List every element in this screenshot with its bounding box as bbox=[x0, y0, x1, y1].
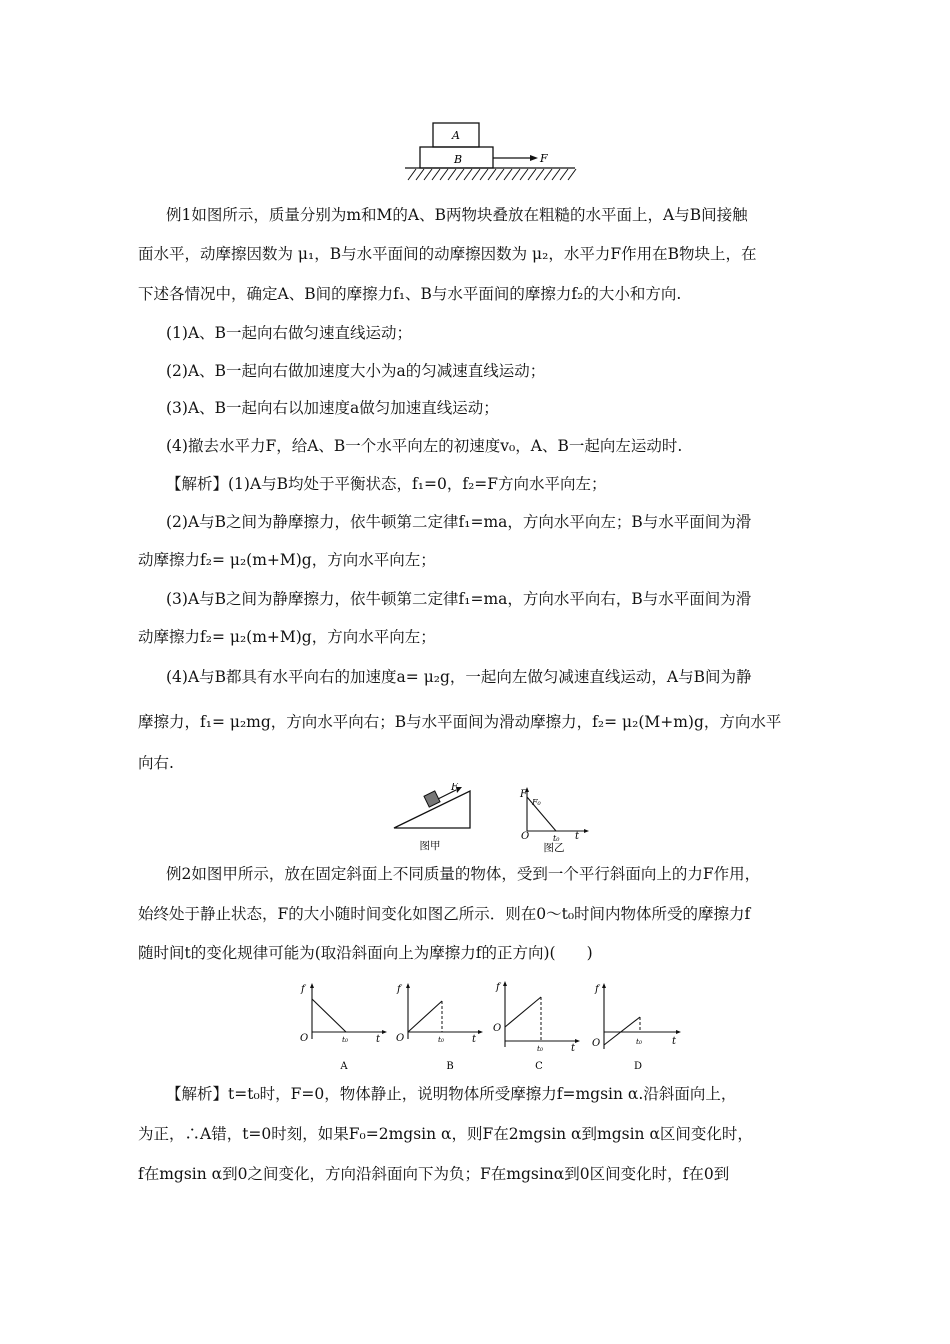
svg-text:t: t bbox=[376, 1034, 381, 1045]
ex1-sol2b: 动摩擦力f₂= μ₂(m+M)g，方向水平向左； bbox=[138, 551, 436, 569]
option-d-graph bbox=[590, 977, 684, 1073]
block-on-incline bbox=[424, 791, 440, 807]
svg-text:t₀: t₀ bbox=[537, 1044, 544, 1053]
ground-hatch bbox=[408, 169, 576, 180]
fig-yi-caption: 图乙 bbox=[543, 842, 565, 854]
svg-text:t₀: t₀ bbox=[636, 1037, 643, 1046]
ex1-q1: (1)A、B一起向右做匀速直线运动； bbox=[166, 324, 413, 342]
ex1-sol3b: 动摩擦力f₂= μ₂(m+M)g，方向水平向左； bbox=[138, 628, 436, 646]
ex1-sol4c: 向右. bbox=[138, 754, 174, 772]
svg-text:O: O bbox=[493, 1023, 502, 1034]
ex1-sol1: 【解析】(1)A与B均处于平衡状态，f₁=0，f₂=F方向水平向左； bbox=[166, 475, 607, 493]
svg-text:t: t bbox=[672, 1036, 677, 1047]
option-c-line bbox=[505, 997, 541, 1027]
ex1-line1: 例1如图所示，质量分别为m和M的A、B两物块叠放在粗糙的水平面上，A与B间接触 bbox=[166, 206, 748, 224]
label-b: B bbox=[453, 153, 463, 166]
svg-text:O: O bbox=[300, 1033, 309, 1044]
option-a-line bbox=[312, 999, 346, 1032]
option-c-label: C bbox=[535, 1061, 543, 1072]
ex2-line3: 随时间t的变化规律可能为(取沿斜面向上为摩擦力f的正方向)( ) bbox=[138, 944, 593, 962]
svg-text:t: t bbox=[472, 1034, 477, 1045]
ex1-sol3a: (3)A与B之间为静摩擦力，依牛顿第二定律f₁=ma，方向水平向右，B与水平面间为滑 bbox=[166, 590, 752, 608]
svg-text:t₀: t₀ bbox=[438, 1035, 445, 1044]
label-a: A bbox=[452, 129, 460, 142]
ex1-q3: (3)A、B一起向右以加速度a做匀加速直线运动； bbox=[166, 399, 499, 417]
ex2-line2: 始终处于静止状态，F的大小随时间变化如图乙所示．则在0～t₀时间内物体所受的摩擦力f bbox=[138, 905, 751, 923]
svg-text:f: f bbox=[595, 984, 599, 995]
option-b-label: B bbox=[446, 1061, 454, 1072]
option-b-graph bbox=[392, 977, 486, 1073]
svg-text:f: f bbox=[397, 984, 401, 995]
graph-t0: t₀ bbox=[553, 834, 560, 843]
svg-text:f: f bbox=[496, 982, 500, 993]
option-a-graph bbox=[296, 977, 390, 1073]
blocks-figure bbox=[400, 120, 580, 182]
graph-f0: F₀ bbox=[532, 798, 541, 807]
ex1-q2: (2)A、B一起向右做加速度大小为a的匀减速直线运动； bbox=[166, 362, 546, 380]
sol2-line1: 【解析】t=t₀时，F=0，物体静止，说明物体所受摩擦力f=mgsin α.沿斜面向上， bbox=[166, 1085, 737, 1103]
sol2-line2: 为正，∴A错，t=0时刻，如果F₀=2mgsin α，则F在2mgsin α到mgsin α区间变化时， bbox=[138, 1125, 753, 1143]
graph-t-axis: t bbox=[575, 831, 580, 842]
option-a-label: A bbox=[340, 1061, 348, 1072]
incline-figure bbox=[390, 783, 500, 855]
svg-text:O: O bbox=[592, 1038, 601, 1049]
ex1-sol4a: (4)A与B都具有水平向右的加速度a= μ₂g，一起向左做匀减速直线运动，A与B间为静 bbox=[166, 668, 752, 686]
ex1-line2: 面水平，动摩擦因数为 μ₁，B与水平面间的动摩擦因数为 μ₂，水平力F作用在B物块上，在 bbox=[138, 245, 757, 263]
incline-f-label: F bbox=[451, 783, 458, 793]
svg-text:O: O bbox=[396, 1033, 405, 1044]
force-time-graph bbox=[512, 783, 592, 855]
ex2-line1: 例2如图甲所示，放在固定斜面上不同质量的物体，受到一个平行斜面向上的力F作用， bbox=[166, 865, 761, 883]
ex1-sol2a: (2)A与B之间为静摩擦力，依牛顿第二定律f₁=ma，方向水平向左；B与水平面间为滑 bbox=[166, 513, 752, 531]
graph-origin: O bbox=[521, 831, 530, 842]
option-c-graph bbox=[491, 977, 585, 1073]
option-b-line bbox=[408, 1001, 442, 1032]
ex1-line3: 下述各情况中，确定A、B间的摩擦力f₁、B与水平面间的摩擦力f₂的大小和方向. bbox=[138, 285, 682, 303]
graph-f-axis: F bbox=[520, 789, 527, 800]
sol2-line3: f在mgsin α到0之间变化，方向沿斜面向下为负；F在mgsinα到0区间变化时，f在0到 bbox=[138, 1165, 730, 1183]
label-f: F bbox=[540, 152, 548, 165]
svg-text:f: f bbox=[301, 984, 305, 995]
option-d-line bbox=[604, 1017, 643, 1046]
ex1-sol4b: 摩擦力，f₁= μ₂mg，方向水平向右；B与水平面间为滑动摩擦力，f₂= μ₂(M+m)g，方向水平 bbox=[138, 713, 782, 731]
svg-text:t₀: t₀ bbox=[342, 1035, 349, 1044]
ex1-q4: (4)撤去水平力F，给A、B一个水平向左的初速度v₀，A、B一起向左运动时. bbox=[166, 437, 683, 455]
svg-text:t: t bbox=[571, 1043, 576, 1054]
option-d-label: D bbox=[633, 1061, 643, 1072]
fig-jia-caption: 图甲 bbox=[419, 840, 441, 852]
